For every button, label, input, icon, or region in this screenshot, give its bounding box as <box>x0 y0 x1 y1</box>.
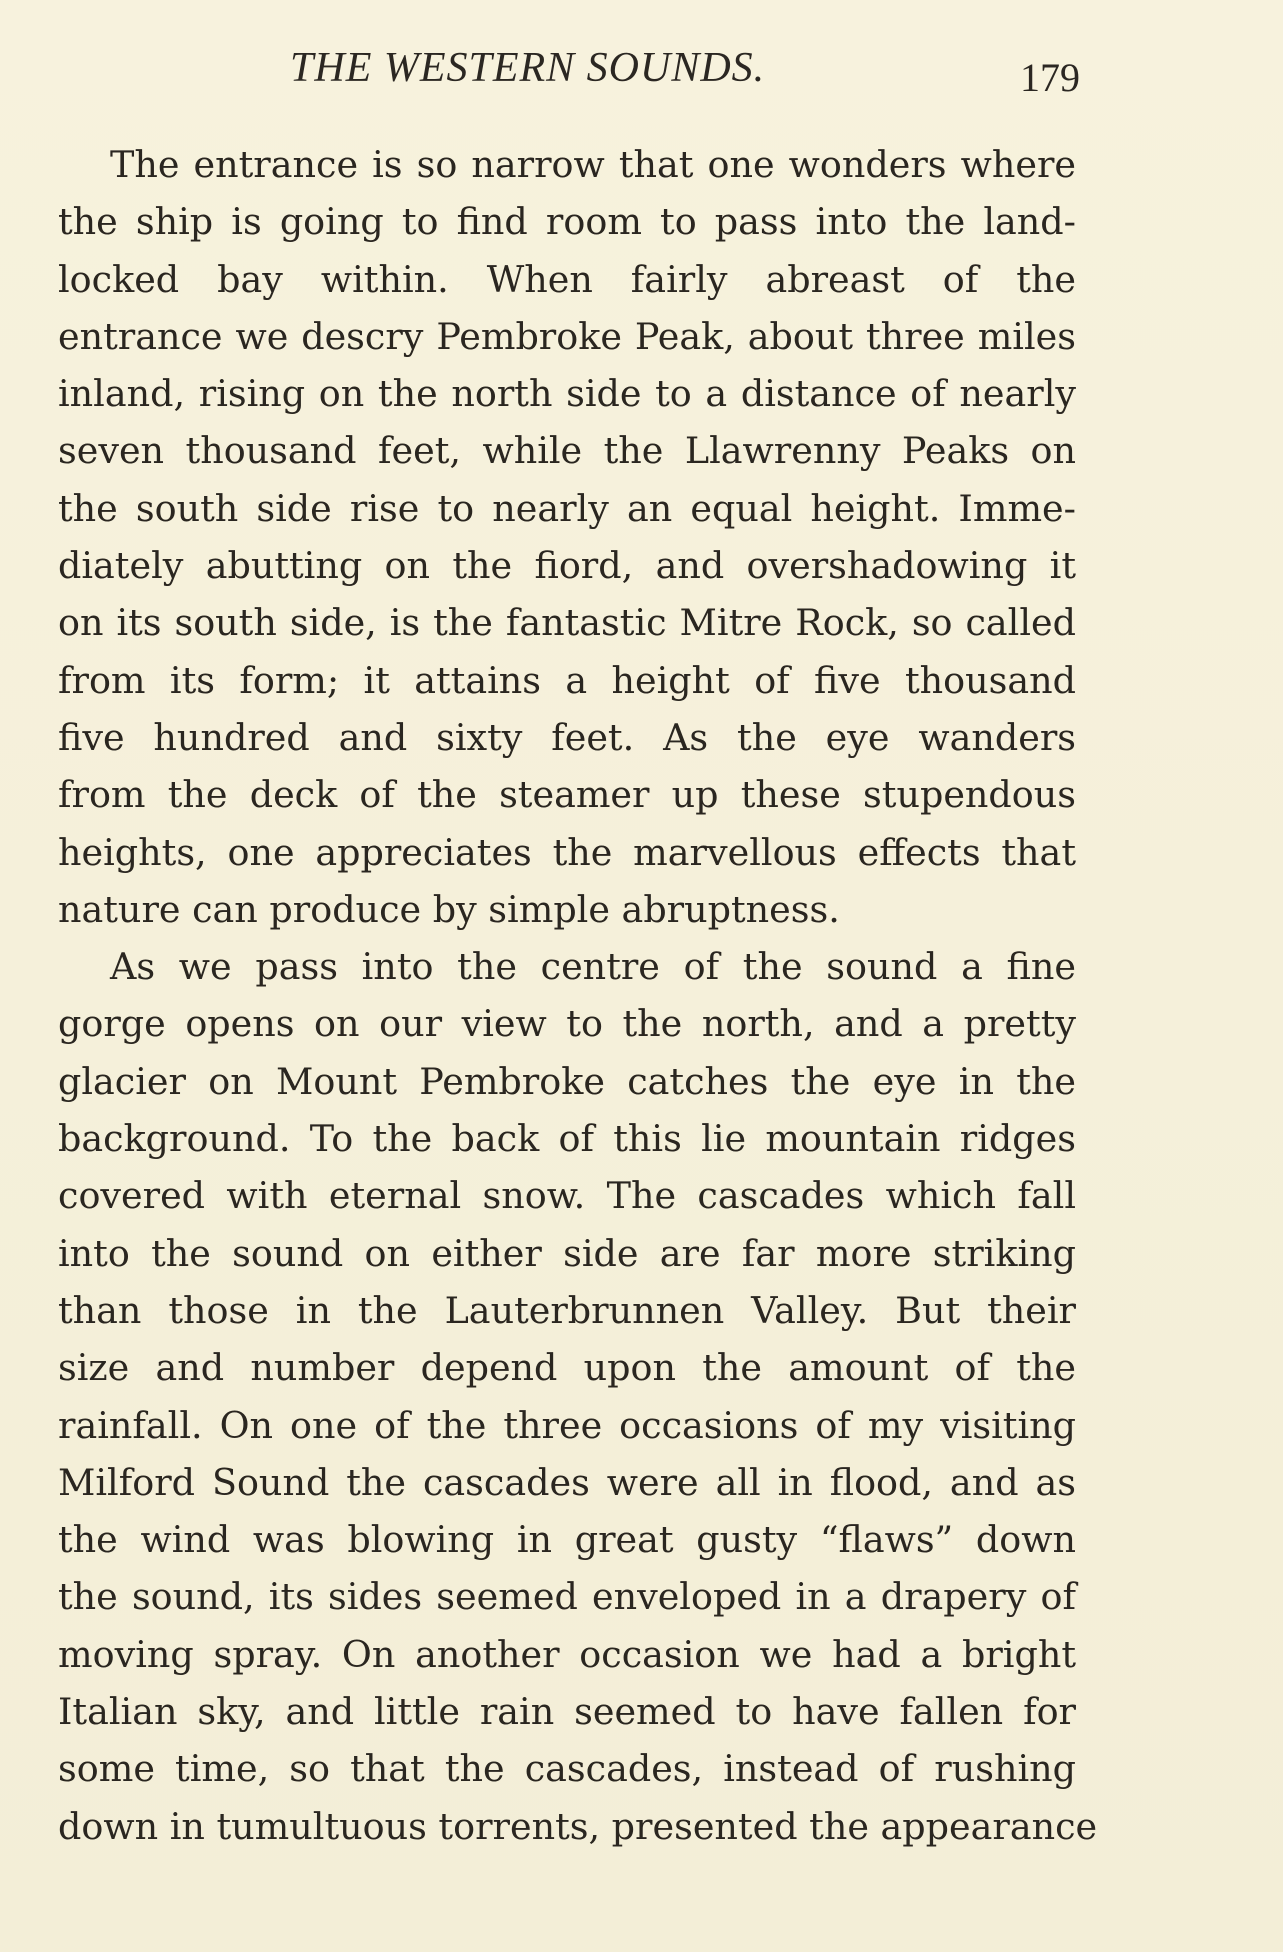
text-line: from the deck of the steamer up these stupendous <box>58 773 1076 817</box>
text-line: size and number depend upon the amount of the <box>58 1346 1076 1390</box>
text-line: gorge opens on our view to the north, and a pretty <box>58 1002 1076 1046</box>
text-line: rainfall. On one of the three occasions of my visiting <box>58 1403 1076 1447</box>
text-line: moving spray. On another occasion we had a bright <box>58 1632 1076 1676</box>
running-title: THE WESTERN SOUNDS. <box>290 45 766 91</box>
text-line: heights, one appreciates the marvellous effects that <box>58 830 1076 874</box>
text-line: than those in the Lauterbrunnen Valley. But their <box>58 1288 1076 1332</box>
text-line: background. To the back of this lie mountain ridges <box>58 1117 1076 1161</box>
text-line: the ship is going to find room to pass into the land- <box>58 200 1076 244</box>
text-line: entrance we descry Pembroke Peak, about three miles <box>58 314 1076 358</box>
body-text <box>58 136 1098 1855</box>
page-number: 179 <box>1020 55 1080 100</box>
text-line: from its form; it attains a height of five thousand <box>58 658 1076 702</box>
text-line: Italian sky, and little rain seemed to have fallen for <box>58 1690 1076 1734</box>
text-line: glacier on Mount Pembroke catches the eye in the <box>58 1059 1076 1103</box>
text-line: some time, so that the cascades, instead of rushing <box>58 1747 1076 1791</box>
text-line: on its south side, is the fantastic Mitre Rock, so called <box>58 601 1076 645</box>
running-head <box>60 44 1080 104</box>
text-line: into the sound on either side are far more striking <box>58 1231 1076 1275</box>
text-line: nature can produce by simple abruptness. <box>58 887 840 931</box>
text-line: diately abutting on the fiord, and overshadowing it <box>58 544 1076 588</box>
text-line: covered with eternal snow. The cascades which fall <box>58 1174 1076 1218</box>
text-line: The entrance is so narrow that one wonders where <box>110 143 1076 186</box>
text-line: five hundred and sixty feet. As the eye wanders <box>58 715 1076 759</box>
text-line: the sound, its sides seemed enveloped in a drapery of <box>58 1575 1076 1619</box>
text-line: inland, rising on the north side to a distance of nearly <box>58 372 1076 416</box>
text-line: As we pass into the centre of the sound a fine <box>110 945 1076 989</box>
text-line: down in tumultuous torrents, presented the appearance <box>58 1804 1098 1848</box>
text-line: the wind was blowing in great gusty “flaws” down <box>58 1518 1076 1562</box>
text-line: Milford Sound the cascades were all in flood, and as <box>58 1460 1076 1504</box>
text-line: locked bay within. When fairly abreast of the <box>58 257 1076 301</box>
text-line: seven thousand feet, while the Llawrenny Peaks on <box>58 429 1076 473</box>
text-line: the south side rise to nearly an equal height. Imme- <box>58 486 1076 530</box>
